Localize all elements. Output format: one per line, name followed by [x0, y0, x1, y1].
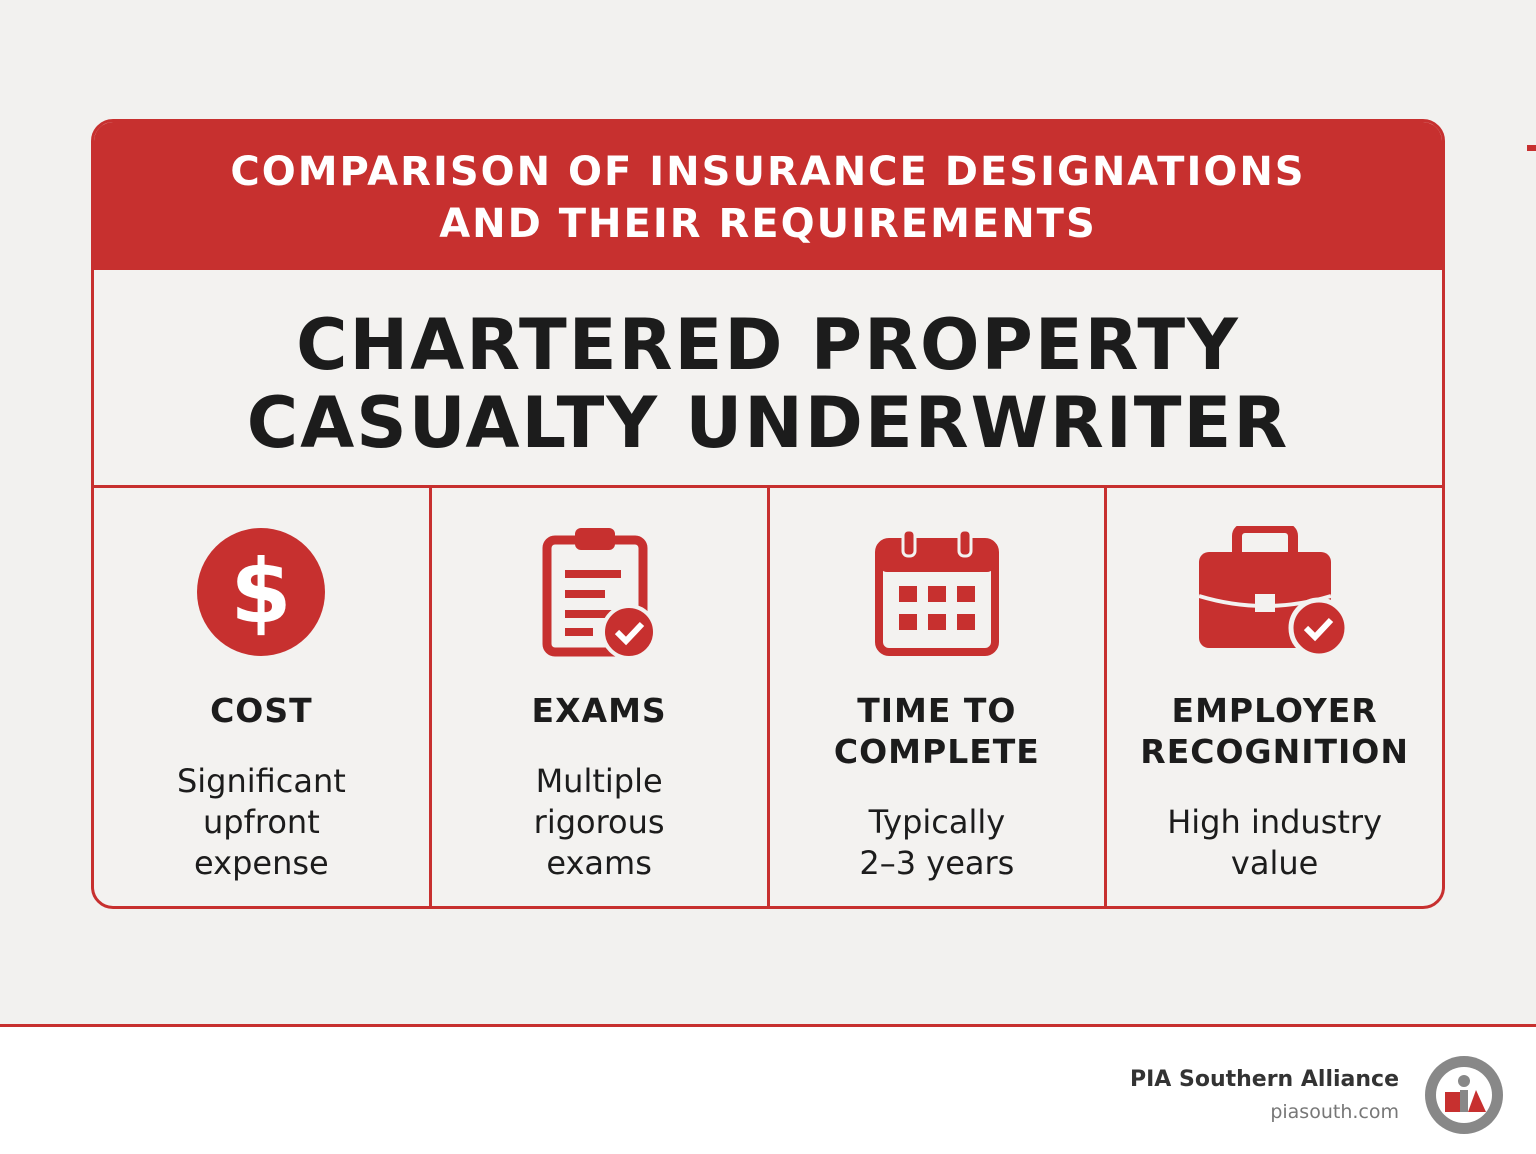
header-line-1: COMPARISON OF INSURANCE DESIGNATIONS — [230, 149, 1306, 195]
column-recognition — [1107, 488, 1442, 909]
column-label: EMPLOYER RECOGNITION — [1140, 691, 1409, 771]
column-description: Typically 2–3 years — [859, 803, 1015, 882]
pia-logo — [1423, 1054, 1505, 1140]
header-line-2: AND THEIR REQUIREMENTS — [439, 201, 1097, 247]
card-header — [94, 122, 1442, 270]
comparison-card — [91, 119, 1445, 909]
column-description: High industry value — [1167, 803, 1383, 882]
column-label: TIME TO COMPLETE — [833, 691, 1040, 771]
designation-title — [94, 270, 1442, 488]
requirements-grid — [94, 488, 1442, 909]
footer — [0, 1024, 1536, 1154]
clipboard-check-icon — [432, 526, 767, 658]
designation-line-1: CHARTERED PROPERTY — [296, 304, 1240, 386]
designation-line-2: CASUALTY UNDERWRITER — [246, 382, 1290, 464]
column-cost — [94, 488, 432, 909]
column-description: Significant upfront expense — [176, 762, 346, 882]
org-url[interactable]: piasouth.com — [1270, 1101, 1399, 1123]
column-label: COST — [210, 691, 313, 730]
dollar-icon — [94, 526, 429, 658]
calendar-icon — [770, 526, 1105, 658]
decorative-mark — [1527, 145, 1536, 151]
column-description: Multiple rigorous exams — [533, 762, 665, 882]
column-label: EXAMS — [531, 691, 667, 730]
column-time — [770, 488, 1108, 909]
org-name: PIA Southern Alliance — [1129, 1067, 1399, 1092]
briefcase-check-icon — [1107, 526, 1442, 658]
svg-text:$: $ — [230, 540, 292, 643]
column-exams — [432, 488, 770, 909]
